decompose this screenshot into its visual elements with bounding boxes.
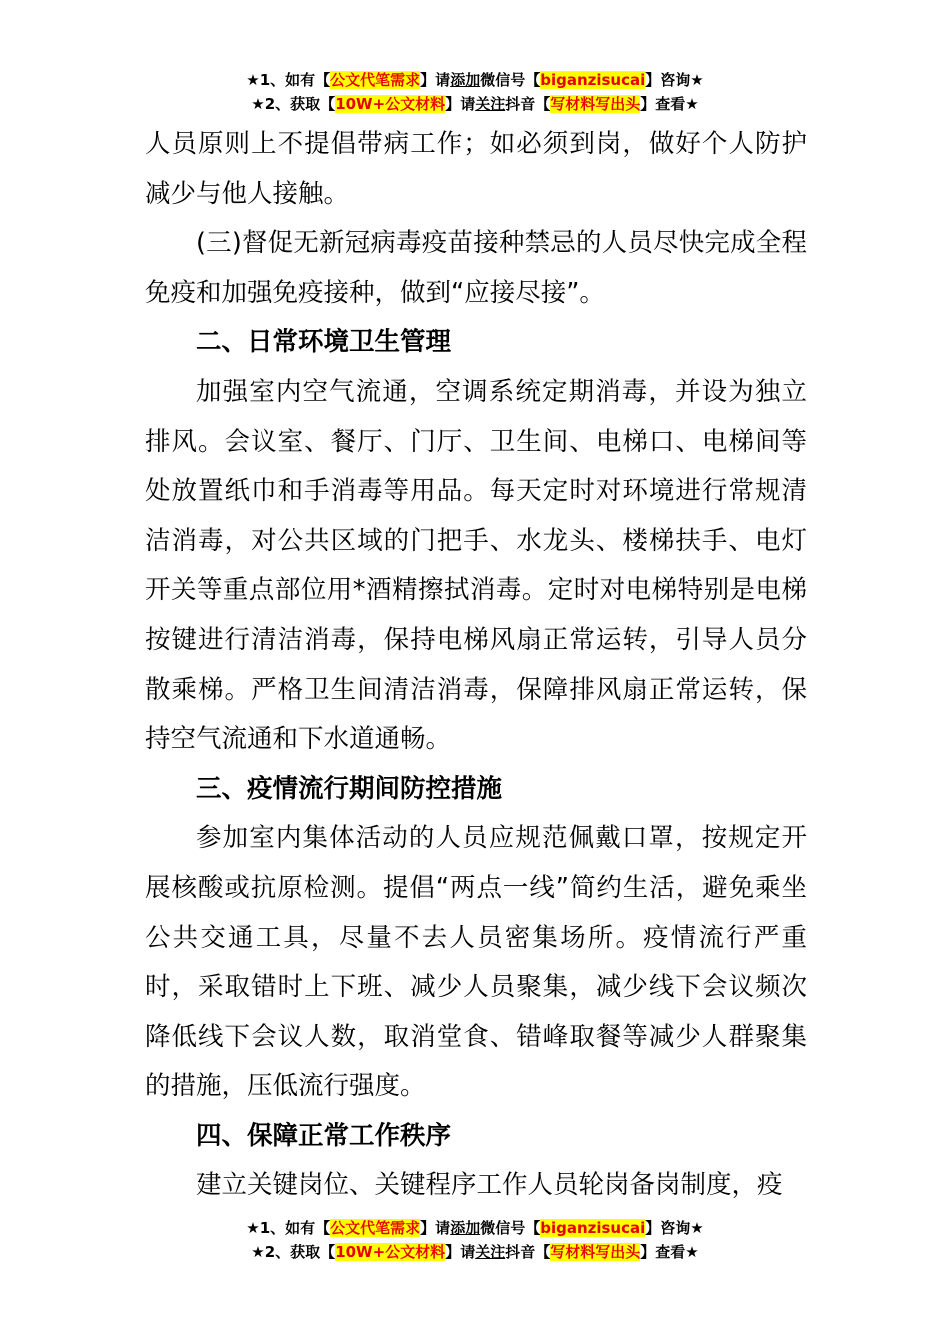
banner-text: ★2、获取【: [251, 1243, 336, 1261]
paragraph: 参加室内集体活动的人员应规范佩戴口罩，按规定开展核酸或抗原检测。提倡“两点一线”简约生活，避免乘坐公共交通工具，尽量不去人员密集场所。疫情流行严重时，采取错时上下班、减少人员聚集，减少线下会议频次降低线下会议人数，取消堂食、错峰取餐等减少人群聚集的措施，压低流行强度。: [145, 823, 807, 1102]
section-heading: 二、日常环境卫生管理: [196, 327, 452, 358]
banner-text: ★1、如有【: [246, 1219, 331, 1237]
banner-text: 】咨询★: [645, 71, 704, 89]
banner-text: 抖音【: [505, 95, 551, 113]
underlined-text: 添加: [450, 1219, 481, 1237]
section-heading: 三、疫情流行期间防控措施: [196, 773, 503, 804]
highlight-text: 10W+公文材料: [335, 1243, 446, 1261]
underlined-text: 关注: [475, 1243, 506, 1261]
highlight-text: 公文代笔需求: [330, 1219, 421, 1237]
banner-text: 微信号【: [480, 71, 541, 89]
underlined-text: 添加: [450, 71, 481, 89]
banner-line-1: [0, 68, 950, 92]
underlined-text: 关注: [475, 95, 506, 113]
header-banner: [0, 68, 950, 116]
document-body: [145, 120, 807, 1211]
section-heading: 四、保障正常工作秩序: [196, 1120, 452, 1151]
banner-line-2: [0, 92, 950, 116]
banner-text: 微信号【: [480, 1219, 541, 1237]
banner-text: 】请: [420, 71, 451, 89]
highlight-text: 10W+公文材料: [335, 95, 446, 113]
douyin-account: 写材料写出头: [550, 95, 641, 113]
banner-text: 】咨询★: [645, 1219, 704, 1237]
banner-text: 】请: [420, 1219, 451, 1237]
highlight-text: 公文代笔需求: [330, 71, 421, 89]
douyin-account: 写材料写出头: [550, 1243, 641, 1261]
paragraph: 人员原则上不提倡带病工作；如必须到岗，做好个人防护减少与他人接触。: [145, 129, 807, 209]
paragraph: 建立关键岗位、关键程序工作人员轮岗备岗制度，疫: [196, 1170, 783, 1201]
banner-text: 抖音【: [505, 1243, 551, 1261]
paragraph: 加强室内空气流通，空调系统定期消毒，并设为独立排风。会议室、餐厅、门厅、卫生间、电梯口、电梯间等处放置纸巾和手消毒等用品。每天定时对环境进行常规清洁消毒，对公共区域的门把手、水龙头、楼梯扶手、电灯开关等重点部位用*酒精擦拭消毒。定时对电梯特别是电梯按键进行清洁消毒，保持电梯风扇正常运转，引导人员分散乘梯。严格卫生间清洁消毒，保障排风扇正常运转，保持空气流通和下水道通畅。: [145, 376, 807, 755]
footer-banner: [0, 1216, 950, 1264]
paragraph: (三)督促无新冠病毒疫苗接种禁忌的人员尽快完成全程免疫和加强免疫接种，做到“应接尽接”。: [145, 228, 807, 308]
banner-text: 】请: [445, 95, 476, 113]
banner-line-2: [0, 1240, 950, 1264]
banner-text: 】请: [445, 1243, 476, 1261]
banner-text: 】查看★: [640, 95, 699, 113]
banner-text: ★2、获取【: [251, 95, 336, 113]
banner-line-1: [0, 1216, 950, 1240]
banner-text: ★1、如有【: [246, 71, 331, 89]
wechat-id: biganzisucai: [540, 71, 646, 89]
banner-text: 】查看★: [640, 1243, 699, 1261]
wechat-id: biganzisucai: [540, 1219, 646, 1237]
